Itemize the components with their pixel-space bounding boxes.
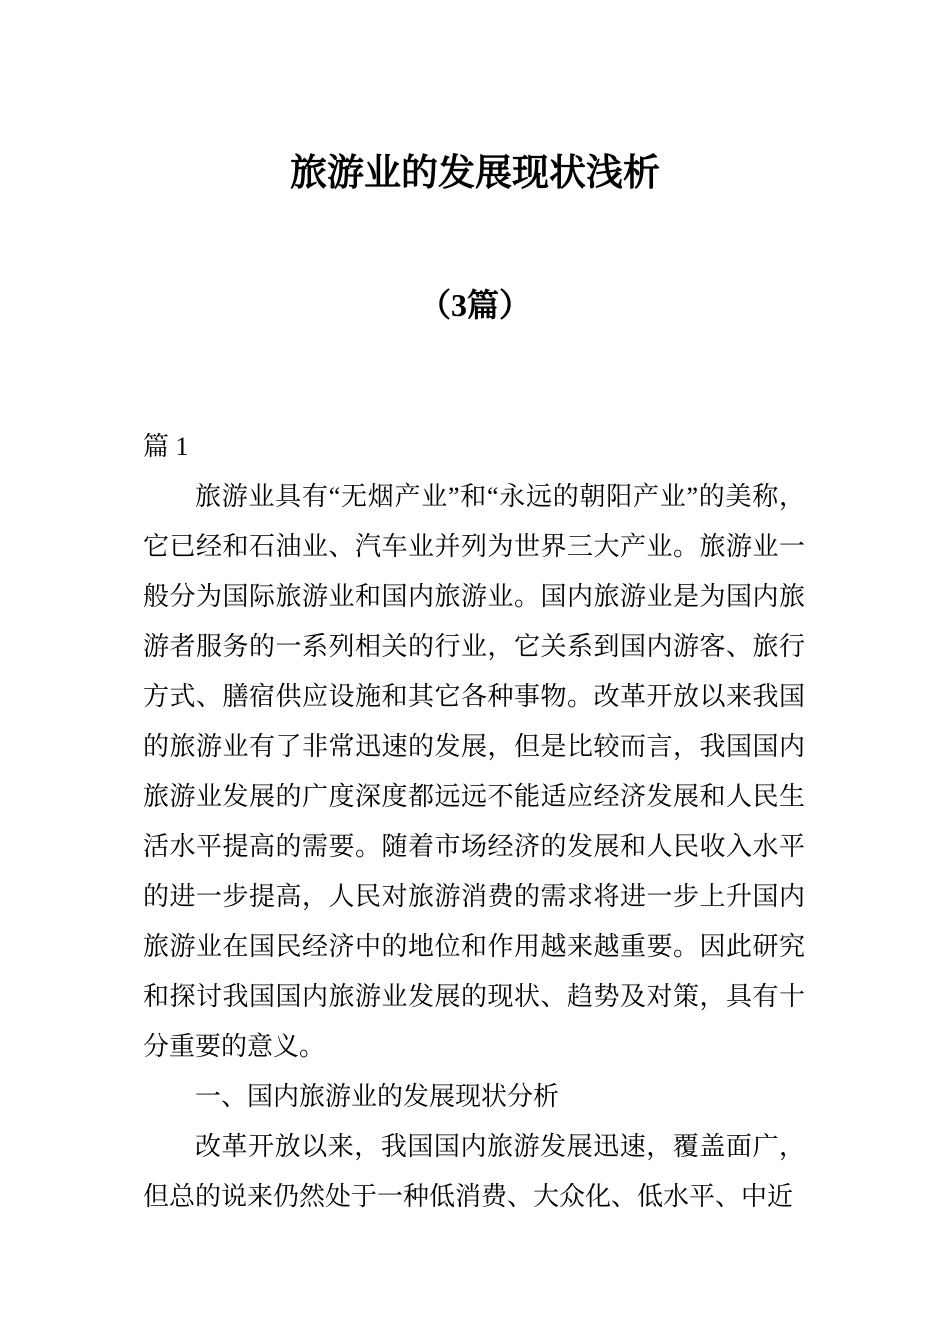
section-heading: 一、国内旅游业的发展现状分析 <box>195 1082 560 1111</box>
document-body <box>143 422 805 1222</box>
document-subtitle: （3篇） <box>418 287 531 323</box>
paragraph-analysis: 改革开放以来，我国国内旅游发展迅速，覆盖面广，但总的说来仍然处于一种低消费、大众化、低水平、中近 <box>143 1132 805 1211</box>
paragraph-intro: 旅游业具有“无烟产业”和“永远的朝阳产业”的美称，它已经和石油业、汽车业并列为世界三大产业。旅游业一般分为国际旅游业和国内旅游业。国内旅游业是为国内旅游者服务的一系列相关的行业，它关系到国内游客、旅行方式、膳宿供应设施和其它各种事物。改革开放以来我国的旅游业有了非常迅速的发展，但是比较而言，我国国内旅游业发展的广度深度都远远不能适应经济发展和人民生活水平提高的需要。随着市场经济的发展和人民收入水平的进一步提高，人民对旅游消费的需求将进一步上升国内旅游业在国民经济中的地位和作用越来越重要。因此研究和探讨我国国内旅游业发展的现状、趋势及对策，具有十分重要的意义。 <box>143 482 805 1061</box>
section-label: 篇 1 <box>143 432 189 461</box>
document-title: 旅游业的发展现状浅析 <box>290 153 660 194</box>
